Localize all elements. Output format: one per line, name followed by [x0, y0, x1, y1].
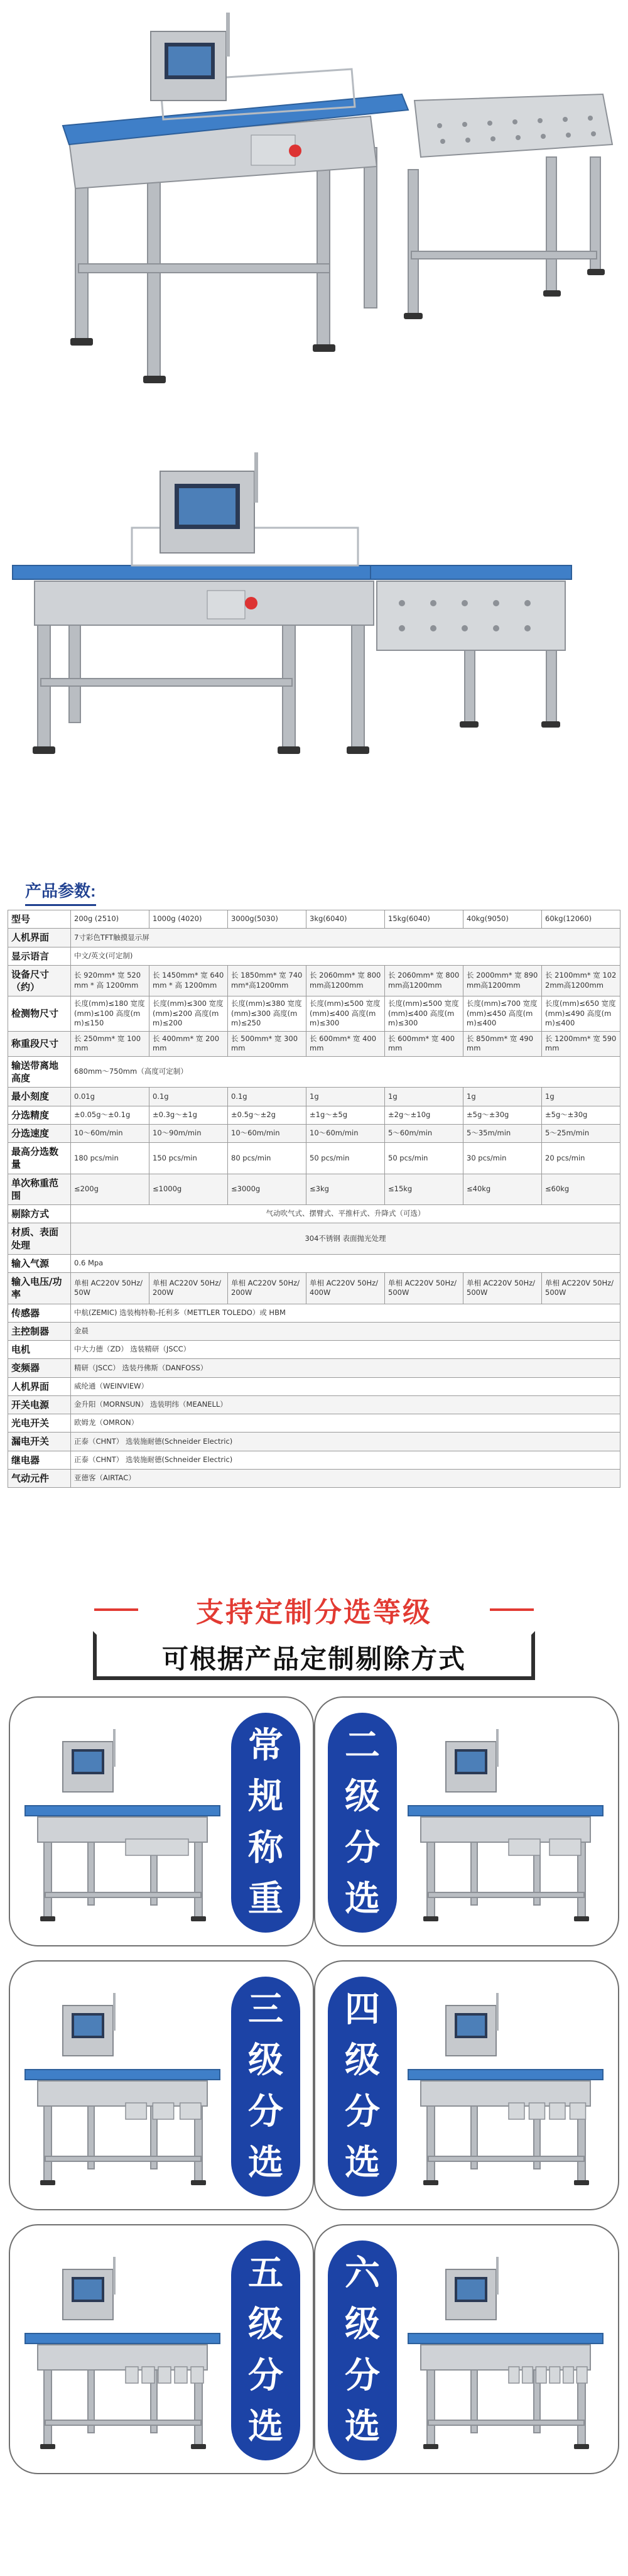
- grading-card-two-level: [314, 1696, 619, 1946]
- spec-value: 3kg(6040): [306, 910, 385, 929]
- grading-card-three-level: [9, 1960, 314, 2210]
- spec-value: 正泰（CHNT） 选装施耐德(Schneider Electric): [71, 1451, 620, 1469]
- spec-row: [8, 1377, 620, 1395]
- spec-value: 单相 AC220V 50Hz/500W: [385, 1273, 463, 1304]
- spec-value: 气动吹气式、摆臂式、平推杆式、升降式（可选）: [71, 1205, 620, 1223]
- spec-value: 0.6 Mpa: [71, 1254, 620, 1272]
- spec-value: 3000g(5030): [228, 910, 306, 929]
- grading-card-five-level: [9, 2224, 314, 2474]
- spec-value: 10～60m/min: [306, 1124, 385, 1142]
- spec-label: 分选速度: [8, 1124, 71, 1142]
- spec-row: [8, 1341, 620, 1359]
- card-title-char: 称: [248, 1827, 283, 1869]
- card-title-pill: [328, 1977, 397, 2197]
- spec-value: 长 1850mm* 宽 740mm*高1200mm: [228, 965, 306, 996]
- spec-label: 人机界面: [8, 929, 71, 947]
- spec-value: 50 pcs/min: [385, 1143, 463, 1174]
- grading-machine-image: [19, 2238, 226, 2464]
- spec-value: ±0.05g～±0.1g: [71, 1106, 149, 1124]
- spec-value: 长 2000mm* 宽 890mm高1200mm: [463, 965, 542, 996]
- spec-value: 1g: [542, 1088, 620, 1106]
- grading-card-six-level: [314, 2224, 619, 2474]
- spec-row: [8, 1056, 620, 1088]
- spec-row: [8, 1088, 620, 1106]
- spec-row: [8, 1469, 620, 1487]
- spec-value: 单相 AC220V 50Hz/500W: [542, 1273, 620, 1304]
- grading-machine-image: [402, 2238, 609, 2464]
- grading-machine-image: [19, 1710, 226, 1936]
- spec-label: 检测物尺寸: [8, 996, 71, 1032]
- spec-row: [8, 1124, 620, 1142]
- spec-value: 正泰（CHNT） 选装施耐德(Schneider Electric): [71, 1433, 620, 1451]
- spec-value: 5～25m/min: [542, 1124, 620, 1142]
- spec-value: 亚德客（AIRTAC）: [71, 1469, 620, 1487]
- card-title-char: 分: [345, 2355, 380, 2396]
- spec-value: 长 920mm* 宽 520mm * 高 1200mm: [71, 965, 149, 996]
- card-title-char: 规: [248, 1776, 283, 1818]
- spec-label: 开关电源: [8, 1395, 71, 1414]
- spec-label: 继电器: [8, 1451, 71, 1469]
- spec-value: 单相 AC220V 50Hz/200W: [228, 1273, 306, 1304]
- spec-label: 主控制器: [8, 1322, 71, 1340]
- spec-label: 漏电开关: [8, 1433, 71, 1451]
- card-title-char: 分: [248, 2091, 283, 2132]
- spec-value: 680mm～750mm（高度可定制）: [71, 1056, 620, 1088]
- card-title-char: 分: [248, 2355, 283, 2396]
- spec-value: 20 pcs/min: [542, 1143, 620, 1174]
- card-title-char: 级: [345, 2304, 380, 2345]
- spec-label: 变频器: [8, 1359, 71, 1377]
- spec-value: 0.1g: [228, 1088, 306, 1106]
- card-title-pill: [328, 1713, 397, 1933]
- spec-value: 0.1g: [149, 1088, 228, 1106]
- spec-value: 精研（JSCC） 选装丹佛斯（DANFOSS）: [71, 1359, 620, 1377]
- product-photo-checkweigher-1: [0, 0, 628, 427]
- spec-value: 长 600mm* 宽 400mm: [306, 1031, 385, 1056]
- spec-row: [8, 910, 620, 929]
- spec-value: 中文/英文(可定制): [71, 947, 620, 965]
- spec-value: ±0.3g～±1g: [149, 1106, 228, 1124]
- grading-card-four-level: [314, 1960, 619, 2210]
- spec-value: 长 600mm* 宽 400mm: [385, 1031, 463, 1056]
- card-title-char: 选: [345, 1878, 380, 1919]
- card-title-pill: [231, 1977, 300, 2197]
- product-photo-checkweigher-2: [0, 434, 628, 848]
- spec-label: 输入电压/功率: [8, 1273, 71, 1304]
- spec-table: [8, 910, 620, 1488]
- spec-label: 分选精度: [8, 1106, 71, 1124]
- card-title-char: 级: [248, 2304, 283, 2345]
- card-title-char: 二: [345, 1725, 380, 1767]
- spec-value: ±5g～±30g: [542, 1106, 620, 1124]
- spec-row: [8, 947, 620, 965]
- spec-value: 单相 AC220V 50Hz/400W: [306, 1273, 385, 1304]
- spec-label: 输送带离地高度: [8, 1056, 71, 1088]
- spec-value: 单相 AC220V 50Hz/200W: [149, 1273, 228, 1304]
- spec-value: 威纶通（WEINVIEW）: [71, 1377, 620, 1395]
- spec-value: 长 2060mm* 宽 800mm高1200mm: [306, 965, 385, 996]
- card-title-char: 重: [248, 1878, 283, 1919]
- spec-value: 长 1450mm* 宽 640mm * 高 1200mm: [149, 965, 228, 996]
- spec-value: ±5g～±30g: [463, 1106, 542, 1124]
- spec-value: 中航(ZEMIC) 选装梅特勒-托利多（METTLER TOLEDO）或 HBM: [71, 1304, 620, 1322]
- spec-value: 0.01g: [71, 1088, 149, 1106]
- spec-label: 光电开关: [8, 1414, 71, 1433]
- spec-value: 200g (2510): [71, 910, 149, 929]
- spec-value: ≤60kg: [542, 1174, 620, 1205]
- spec-value: ±1g～±5g: [306, 1106, 385, 1124]
- spec-value: ≤1000g: [149, 1174, 228, 1205]
- spec-value: 304不锈钢 表面抛光处理: [71, 1223, 620, 1255]
- spec-value: 7寸彩色TFT触摸显示屏: [71, 929, 620, 947]
- spec-label: 单次称重范围: [8, 1174, 71, 1205]
- spec-value: 5～35m/min: [463, 1124, 542, 1142]
- spec-value: 1g: [306, 1088, 385, 1106]
- spec-value: 长度(mm)≤500 宽度(mm)≤400 高度(mm)≤300: [385, 996, 463, 1032]
- spec-value: 1g: [463, 1088, 542, 1106]
- card-title-char: 分: [345, 2091, 380, 2132]
- spec-row: [8, 1223, 620, 1255]
- spec-value: 30 pcs/min: [463, 1143, 542, 1174]
- spec-value: 长 2060mm* 宽 800mm高1200mm: [385, 965, 463, 996]
- spec-value: ≤3000g: [228, 1174, 306, 1205]
- spec-value: 50 pcs/min: [306, 1143, 385, 1174]
- card-title-char: 分: [345, 1827, 380, 1869]
- spec-value: 15kg(6040): [385, 910, 463, 929]
- spec-value: 1000g (4020): [149, 910, 228, 929]
- spec-value: 180 pcs/min: [71, 1143, 149, 1174]
- spec-value: ≤15kg: [385, 1174, 463, 1205]
- card-title-pill: [328, 2240, 397, 2460]
- card-title-char: 三: [248, 1989, 283, 2031]
- spec-value: ≤200g: [71, 1174, 149, 1205]
- spec-value: 中大力德（ZD） 选装精研（JSCC）: [71, 1341, 620, 1359]
- card-title-char: 级: [345, 1776, 380, 1818]
- spec-value: 长 2100mm* 宽 1022mm高1200mm: [542, 965, 620, 996]
- card-title-char: 选: [248, 2406, 283, 2447]
- card-title-pill: [231, 1713, 300, 1933]
- card-title-char: 选: [248, 2142, 283, 2183]
- card-title-char: 六: [345, 2253, 380, 2295]
- spec-value: 5～60m/min: [385, 1124, 463, 1142]
- spec-label: 气动元件: [8, 1469, 71, 1487]
- spec-value: ±2g～±10g: [385, 1106, 463, 1124]
- spec-value: 60kg(12060): [542, 910, 620, 929]
- spec-label: 称重段尺寸: [8, 1031, 71, 1056]
- spec-value: 10～60m/min: [71, 1124, 149, 1142]
- spec-row: [8, 1395, 620, 1414]
- spec-value: 长度(mm)≤380 宽度(mm)≤300 高度(mm)≤250: [228, 996, 306, 1032]
- spec-row: [8, 1174, 620, 1205]
- spec-row: [8, 1433, 620, 1451]
- spec-value: 长度(mm)≤180 宽度(mm)≤100 高度(mm)≤150: [71, 996, 149, 1032]
- spec-label: 材质、表面处理: [8, 1223, 71, 1255]
- spec-value: 1g: [385, 1088, 463, 1106]
- spec-value: 长 500mm* 宽 300mm: [228, 1031, 306, 1056]
- spec-value: 欧姆龙（OMRON）: [71, 1414, 620, 1433]
- card-title-char: 选: [345, 2406, 380, 2447]
- grading-machine-image: [402, 1974, 609, 2200]
- spec-row: [8, 1322, 620, 1340]
- spec-row: [8, 1106, 620, 1124]
- spec-value: 长度(mm)≤500 宽度(mm)≤400 高度(mm)≤300: [306, 996, 385, 1032]
- spec-label: 设备尺寸（约）: [8, 965, 71, 996]
- grading-machine-image: [19, 1974, 226, 2200]
- spec-value: 长度(mm)≤650 宽度(mm)≤490 高度(mm)≤400: [542, 996, 620, 1032]
- card-title-char: 常: [248, 1725, 283, 1767]
- spec-value: 150 pcs/min: [149, 1143, 228, 1174]
- spec-label: 最小刻度: [8, 1088, 71, 1106]
- spec-row: [8, 1031, 620, 1056]
- spec-row: [8, 1205, 620, 1223]
- spec-row: [8, 1414, 620, 1433]
- banner-subheadline: 可根据产品定制剔除方式: [161, 1644, 466, 1674]
- card-title-pill: [231, 2240, 300, 2460]
- spec-value: 金升阳（MORNSUN） 选装明纬（MEANELL）: [71, 1395, 620, 1414]
- spec-value: 单相 AC220V 50Hz/500W: [463, 1273, 542, 1304]
- spec-label: 电机: [8, 1341, 71, 1359]
- spec-row: [8, 929, 620, 947]
- grading-machine-image: [402, 1710, 609, 1936]
- spec-row: [8, 1451, 620, 1469]
- banner-headline: 支持定制分选等级: [196, 1596, 432, 1629]
- spec-value: 长 1200mm* 宽 590mm: [542, 1031, 620, 1056]
- spec-row: [8, 965, 620, 996]
- spec-value: 长度(mm)≤300 宽度(mm)≤200 高度(mm)≤200: [149, 996, 228, 1032]
- spec-value: 长 250mm* 宽 100mm: [71, 1031, 149, 1056]
- spec-value: ±0.5g～±2g: [228, 1106, 306, 1124]
- params-title: 产品参数:: [25, 878, 96, 906]
- spec-label: 传感器: [8, 1304, 71, 1322]
- spec-row: [8, 1273, 620, 1304]
- spec-row: [8, 1254, 620, 1272]
- card-title-char: 级: [345, 2040, 380, 2082]
- spec-value: 10～90m/min: [149, 1124, 228, 1142]
- spec-label: 最高分选数量: [8, 1143, 71, 1174]
- spec-label: 型号: [8, 910, 71, 929]
- spec-row: [8, 996, 620, 1032]
- spec-label: 人机界面: [8, 1377, 71, 1395]
- spec-row: [8, 1304, 620, 1322]
- spec-value: 长 400mm* 宽 200mm: [149, 1031, 228, 1056]
- spec-label: 显示语言: [8, 947, 71, 965]
- spec-value: 10～60m/min: [228, 1124, 306, 1142]
- spec-value: 单相 AC220V 50Hz/50W: [71, 1273, 149, 1304]
- card-title-char: 四: [345, 1989, 380, 2031]
- spec-value: 40kg(9050): [463, 910, 542, 929]
- grading-card-standard: [9, 1696, 314, 1946]
- spec-row: [8, 1143, 620, 1174]
- promo-banner: [0, 1590, 628, 1684]
- spec-value: 80 pcs/min: [228, 1143, 306, 1174]
- spec-value: 长 850mm* 宽 490mm: [463, 1031, 542, 1056]
- spec-value: ≤40kg: [463, 1174, 542, 1205]
- spec-row: [8, 1359, 620, 1377]
- card-title-char: 五: [248, 2253, 283, 2295]
- card-title-char: 级: [248, 2040, 283, 2082]
- spec-value: 金晨: [71, 1322, 620, 1340]
- spec-value: 长度(mm)≤700 宽度(mm)≤450 高度(mm)≤400: [463, 996, 542, 1032]
- spec-label: 剔除方式: [8, 1205, 71, 1223]
- spec-value: ≤3kg: [306, 1174, 385, 1205]
- spec-label: 输入气源: [8, 1254, 71, 1272]
- card-title-char: 选: [345, 2142, 380, 2183]
